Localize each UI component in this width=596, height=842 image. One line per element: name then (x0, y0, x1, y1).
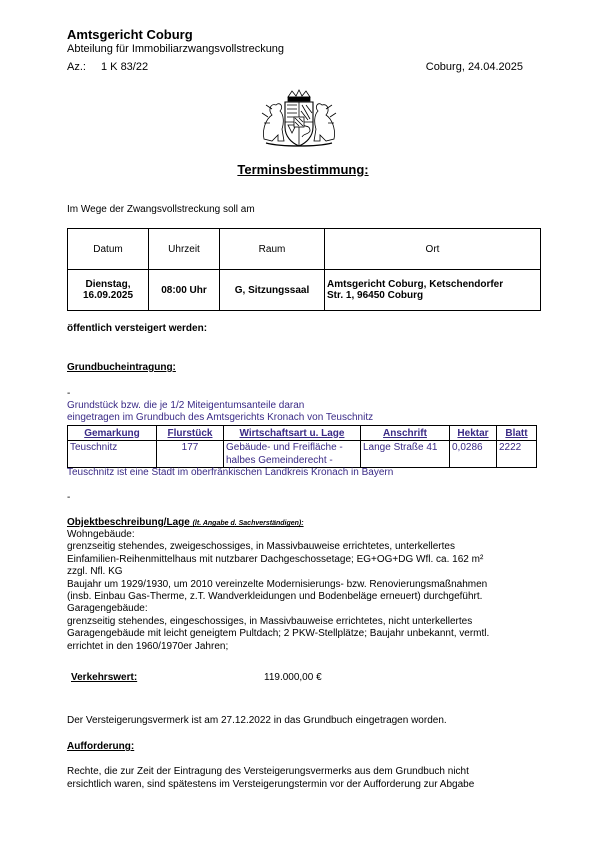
cell-wirtschaftsart-line2: halbes Gemeinderecht - (226, 455, 333, 466)
file-number-label: Az.: (67, 61, 86, 73)
object-line: Wohngebäude: (67, 529, 135, 540)
col-wirtschaftsart: Wirtschaftsart u. Lage (224, 426, 361, 441)
appointment-place (325, 270, 541, 311)
land-register-line1: Grundstück bzw. die je 1/2 Miteigentumsanteile daran (67, 400, 305, 411)
place-date: Coburg, 24.04.2025 (425, 61, 523, 73)
cell-wirtschaftsart-line1: Gebäude- und Freifläche - (226, 442, 343, 453)
land-register-footer: Teuschnitz ist eine Stadt im oberfränkischen Landkreis Kronach in Bayern (67, 467, 394, 478)
col-gemarkung: Gemarkung (68, 426, 157, 441)
object-line: zzgl. Nfl. KG (67, 566, 123, 578)
object-description-title: Objektbeschreibung/Lage (67, 517, 190, 528)
appointment-room: G, Sitzungssaal (220, 270, 325, 311)
col-hektar: Hektar (450, 426, 497, 441)
object-line: errichtet in den 1960/1970er Jahren; (67, 640, 229, 652)
object-description-heading (67, 517, 304, 528)
object-line: Baujahr um 1929/1930, um 2010 vereinzelte Modernisierungs- bzw. Renovierungsmaßnahmen (67, 578, 488, 590)
header-uhrzeit: Uhrzeit (149, 229, 220, 270)
dash-separator: - (67, 492, 71, 503)
cell-blatt: 2222 (497, 441, 537, 468)
col-anschrift: Anschrift (361, 426, 450, 441)
cell-anschrift: Lange Straße 41 (361, 441, 450, 468)
object-line: Garagengebäude mit leicht geneigtem Pultdach; 2 PKW-Stellplätze; Baujahr unbekannt, vermtl. (67, 628, 490, 640)
market-value: 119.000,00 € (264, 672, 322, 683)
dash-separator: - (67, 388, 71, 399)
object-line: Einfamilien-Reihenmittelhaus mit nutzbarer Dachgeschossetage; EG+OG+DG Wfl. ca. 162 m² (67, 553, 484, 565)
land-register-header-row (68, 426, 537, 441)
land-register-heading: Grundbucheintragung: (67, 362, 176, 373)
cell-wirtschaftsart (224, 441, 361, 468)
object-description-note: (lt. Angabe d. Sachverständigen): (192, 520, 304, 527)
appointment-place-line2: Str. 1, 96450 Coburg (327, 290, 424, 301)
table-header-row (68, 229, 541, 270)
appointment-date (68, 270, 149, 311)
request-heading: Aufforderung: (67, 741, 135, 752)
appointment-weekday: Dienstag, (85, 279, 131, 290)
land-register-table (67, 425, 537, 468)
request-line1: Rechte, die zur Zeit der Eintragung des Versteigerungsvermerks aus dem Grundbuch nicht (67, 766, 469, 777)
table-row (68, 441, 537, 468)
cell-flurstueck: 177 (157, 441, 224, 468)
object-line: (insb. Einbau Gas-Therme, z.T. Wandverkleidungen und Bodenbeläge erneuert) durchgeführt. (67, 591, 483, 603)
header-datum: Datum (68, 229, 149, 270)
land-register-line2: eingetragen im Grundbuch des Amtsgerichts Kronach von Teuschnitz (67, 412, 374, 423)
object-line: Garagengebäude: (67, 603, 148, 615)
object-line: grenzseitig stehendes, eingeschossiges, in Massivbauweise errichtetes, nicht unterkellertes (67, 615, 473, 627)
object-description-text (67, 529, 547, 653)
document-title: Terminsbestimmung: (237, 162, 369, 177)
request-text (67, 765, 547, 791)
request-line2: ersichtlich waren, sind spätestens im Versteigerungstermin vor der Aufforderung zur Abgabe (67, 779, 475, 790)
appointment-place-line1: Amtsgericht Coburg, Ketschendorfer (327, 279, 504, 290)
coat-of-arms-icon (258, 89, 340, 149)
registration-note: Der Versteigerungsvermerk ist am 27.12.2022 in das Grundbuch eingetragen worden. (67, 715, 447, 726)
court-name: Amtsgericht Coburg (67, 27, 193, 42)
col-flurstueck: Flurstück (157, 426, 224, 441)
col-blatt: Blatt (497, 426, 537, 441)
court-department: Abteilung für Immobiliarzwangsvollstreckung (67, 43, 285, 55)
table-row (68, 270, 541, 311)
object-line: grenzseitig stehendes, zweigeschossiges, in Massivbauweise errichtetes, unterkellertes (67, 541, 455, 553)
market-value-label: Verkehrswert: (71, 672, 138, 683)
header-raum: Raum (220, 229, 325, 270)
appointment-day: 16.09.2025 (82, 290, 134, 301)
cell-gemarkung: Teuschnitz (68, 441, 157, 468)
header-ort: Ort (325, 229, 541, 270)
appointment-time: 08:00 Uhr (149, 270, 220, 311)
intro-text: Im Wege der Zwangsvollstreckung soll am (67, 204, 255, 215)
file-number: 1 K 83/22 (101, 61, 149, 73)
auction-statement: öffentlich versteigert werden: (67, 323, 208, 334)
appointment-table (67, 228, 541, 311)
cell-hektar: 0,0286 (450, 441, 497, 468)
